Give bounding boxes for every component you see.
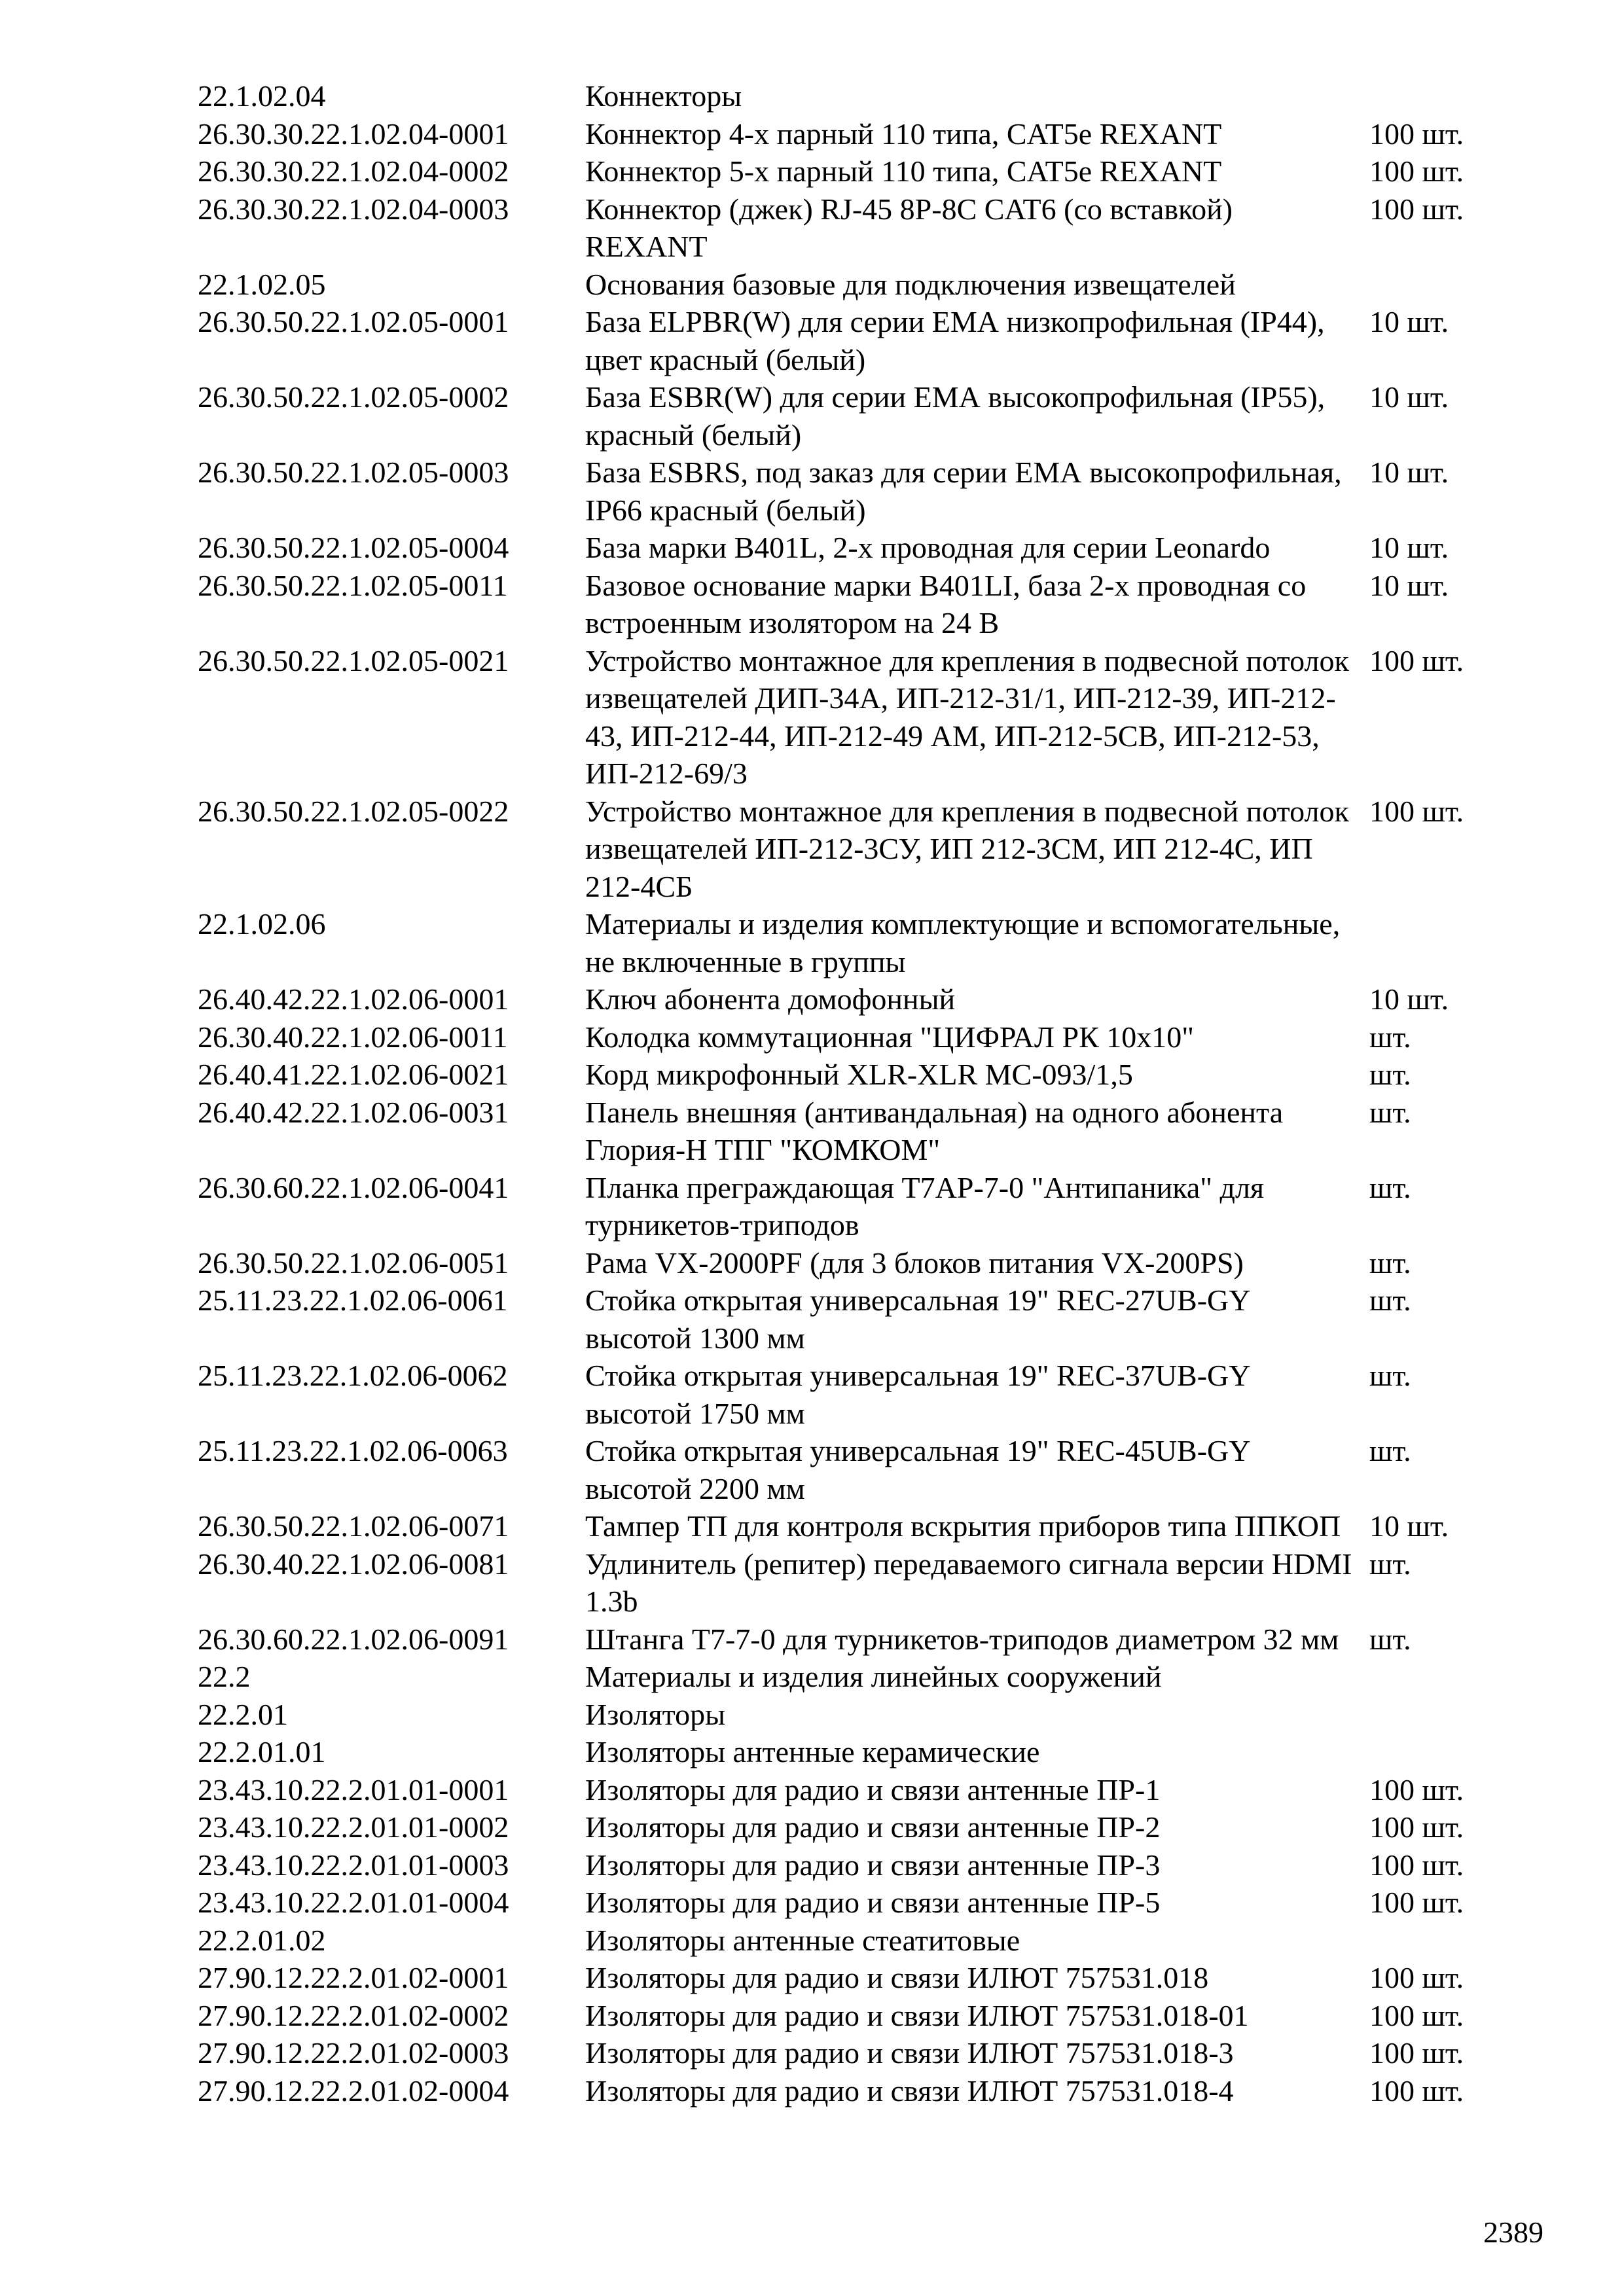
item-row [198, 1507, 1507, 1545]
item-row [198, 1094, 1507, 1169]
item-row [198, 642, 1507, 793]
page-number: 2389 [1483, 2215, 1543, 2249]
item-row [198, 1884, 1507, 1922]
item-unit: 100 шт. [1369, 154, 1464, 188]
item-row [198, 1621, 1507, 1659]
item-name: Изоляторы для радио и связи ИЛЮТ 757531.018-4 [585, 2073, 1234, 2108]
item-code: 22.2.01.02 [198, 1923, 326, 1957]
item-code: 26.30.50.22.1.02.06-0071 [198, 1509, 509, 1543]
item-code: 22.1.02.05 [198, 267, 326, 301]
item-code: 27.90.12.22.2.01.02-0003 [198, 2036, 509, 2070]
item-name: База марки B401L, 2-х проводная для серии Leonardo [585, 531, 1271, 564]
item-code: 27.90.12.22.2.01.02-0004 [198, 2073, 509, 2108]
item-unit: 10 шт. [1369, 305, 1449, 338]
item-unit: 10 шт. [1369, 531, 1449, 564]
item-row [198, 1244, 1507, 1282]
item-unit: шт. [1369, 1170, 1411, 1204]
item-code: 26.30.40.22.1.02.06-0081 [198, 1547, 509, 1581]
item-row [198, 190, 1507, 266]
item-code: 22.2.01 [198, 1697, 288, 1731]
item-name: Удлинитель (репитер) передаваемого сигнала версии HDMI 1.3b [585, 1547, 1352, 1618]
item-code: 26.40.41.22.1.02.06-0021 [198, 1058, 509, 1091]
item-row [198, 115, 1507, 153]
item-code: 26.30.50.22.1.02.05-0001 [198, 305, 509, 338]
item-unit: 100 шт. [1369, 643, 1464, 677]
item-name: Ключ абонента домофонный [585, 982, 956, 1016]
item-row [198, 378, 1507, 454]
item-unit: 100 шт. [1369, 2036, 1464, 2070]
group-heading-row [198, 1696, 1507, 1734]
item-row [198, 303, 1507, 378]
item-name: Стойка открытая универсальная 19" REC-27UB-GY высотой 1300 мм [585, 1283, 1250, 1355]
item-row [198, 1808, 1507, 1846]
item-name: Изоляторы для радио и связи антенные ПР-1 [585, 1772, 1161, 1806]
item-code: 23.43.10.22.2.01.01-0003 [198, 1848, 509, 1882]
item-name: База ESBRS, под заказ для серии ЕМА высокопрофильная, IP66 красный (белый) [585, 456, 1342, 527]
item-name: Изоляторы для радио и связи антенные ПР-2 [585, 1810, 1161, 1844]
item-unit: 10 шт. [1369, 380, 1449, 414]
item-name: Штанга Т7-7-0 для турникетов-триподов диаметром 32 мм [585, 1622, 1339, 1656]
item-row [198, 1771, 1507, 1809]
item-code: 27.90.12.22.2.01.02-0001 [198, 1961, 509, 1994]
item-name: Тампер ТП для контроля вскрытия приборов типа ППКОП [585, 1509, 1341, 1543]
item-name: База ESBR(W) для серии ЕМА высокопрофильная (IP55), красный (белый) [585, 380, 1326, 452]
group-heading-row [198, 905, 1507, 980]
item-name: Устройство монтажное для крепления в подвесной потолок извещателей ИП-212-3СУ, ИП 212-3СМ, ИП 212-4С, ИП 212-4СБ [585, 794, 1349, 903]
item-unit: шт. [1369, 1359, 1411, 1392]
item-row [198, 1959, 1507, 1997]
item-name: Базовое основание марки B401LI, база 2-х проводная со встроенным изолятором на 24 В [585, 568, 1307, 639]
item-unit: шт. [1369, 1246, 1411, 1280]
group-heading-row [198, 1658, 1507, 1696]
item-row [198, 1432, 1507, 1507]
item-unit: 100 шт. [1369, 192, 1464, 226]
item-code: 26.30.30.22.1.02.04-0002 [198, 154, 509, 188]
item-code: 23.43.10.22.2.01.01-0002 [198, 1810, 509, 1844]
item-name: Коннектор (джек) RJ-45 8P-8C CAT6 (со вставкой) REXANT [585, 192, 1233, 263]
item-code: 22.2.01.01 [198, 1735, 326, 1768]
item-name: Изоляторы для радио и связи ИЛЮТ 757531.018-3 [585, 2036, 1234, 2070]
item-row [198, 1545, 1507, 1621]
item-code: 26.30.50.22.1.02.05-0003 [198, 456, 509, 489]
item-code: 25.11.23.22.1.02.06-0063 [198, 1434, 508, 1467]
item-unit: 100 шт. [1369, 1810, 1464, 1844]
item-name: Коннектор 5-х парный 110 типа, CAT5e REXANT [585, 154, 1222, 188]
item-code: 23.43.10.22.2.01.01-0001 [198, 1772, 509, 1806]
item-code: 26.30.60.22.1.02.06-0091 [198, 1622, 509, 1656]
item-unit: шт. [1369, 1283, 1411, 1317]
item-unit: 100 шт. [1369, 794, 1464, 828]
item-code: 26.40.42.22.1.02.06-0031 [198, 1095, 509, 1129]
item-name: Изоляторы для радио и связи антенные ПР-3 [585, 1848, 1161, 1882]
price-list-table [198, 77, 1507, 2109]
item-code: 22.1.02.04 [198, 79, 326, 113]
item-name: Изоляторы для радио и связи ИЛЮТ 757531.018-01 [585, 1998, 1249, 2032]
item-unit: 100 шт. [1369, 1886, 1464, 1919]
item-unit: 10 шт. [1369, 1509, 1449, 1543]
item-unit: шт. [1369, 1095, 1411, 1129]
group-heading-row [198, 266, 1507, 304]
item-unit: 10 шт. [1369, 568, 1449, 602]
item-row [198, 1169, 1507, 1244]
item-name: Материалы и изделия комплектующие и вспомогательные, не включенные в группы [585, 907, 1341, 978]
item-code: 26.30.40.22.1.02.06-0011 [198, 1020, 508, 1054]
item-name: Колодка коммутационная "ЦИФРАЛ РК 10х10" [585, 1020, 1195, 1054]
item-code: 26.30.30.22.1.02.04-0003 [198, 192, 509, 226]
item-unit: шт. [1369, 1622, 1411, 1656]
item-code: 26.30.50.22.1.02.05-0004 [198, 531, 509, 564]
item-row [198, 1056, 1507, 1094]
item-name: Панель внешняя (антивандальная) на одного абонента Глория-Н ТПГ "КОМКОМ" [585, 1095, 1284, 1166]
item-code: 26.40.42.22.1.02.06-0001 [198, 982, 509, 1016]
group-heading-row [198, 1733, 1507, 1771]
item-code: 26.30.30.22.1.02.04-0001 [198, 117, 509, 151]
item-unit: 100 шт. [1369, 1772, 1464, 1806]
item-unit: шт. [1369, 1020, 1411, 1054]
item-row [198, 1846, 1507, 1884]
item-code: 25.11.23.22.1.02.06-0062 [198, 1359, 508, 1392]
item-name: Изоляторы антенные керамические [585, 1735, 1040, 1768]
item-code: 27.90.12.22.2.01.02-0002 [198, 1998, 509, 2032]
item-code: 26.30.50.22.1.02.05-0011 [198, 568, 508, 602]
item-name: Коннекторы [585, 79, 742, 113]
item-row [198, 1357, 1507, 1432]
item-name: Стойка открытая универсальная 19" REC-45UB-GY высотой 2200 мм [585, 1434, 1250, 1505]
item-code: 26.30.50.22.1.02.06-0051 [198, 1246, 509, 1280]
group-heading-row [198, 77, 1507, 115]
item-unit: 100 шт. [1369, 1961, 1464, 1994]
item-row [198, 1997, 1507, 2035]
item-name: Изоляторы для радио и связи ИЛЮТ 757531.018 [585, 1961, 1209, 1994]
item-row [198, 793, 1507, 906]
item-name: Корд микрофонный XLR-XLR MC-093/1,5 [585, 1058, 1133, 1091]
item-name: Устройство монтажное для крепления в подвесной потолок извещателей ДИП-34А, ИП-212-31/1, ИП-212-39, ИП-212-43, ИП-212-44, ИП-212-49 АМ, ИП-212-5СВ, ИП-212-53, ИП-212-69/3 [585, 643, 1349, 790]
item-code: 26.30.60.22.1.02.06-0041 [198, 1170, 509, 1204]
item-unit: 100 шт. [1369, 1848, 1464, 1882]
item-name: Материалы и изделия линейных сооружений [585, 1660, 1162, 1693]
item-row [198, 1018, 1507, 1056]
item-name: Коннектор 4-х парный 110 типа, CAT5e REXANT [585, 117, 1222, 151]
item-name: Изоляторы [585, 1697, 726, 1731]
item-name: Планка преграждающая Т7АР-7-0 "Антипаника" для турникетов-триподов [585, 1170, 1265, 1242]
item-name: Стойка открытая универсальная 19" REC-37UB-GY высотой 1750 мм [585, 1359, 1250, 1430]
item-code: 22.2 [198, 1660, 251, 1693]
item-unit: шт. [1369, 1434, 1411, 1467]
item-row [198, 2072, 1507, 2110]
item-row [198, 2034, 1507, 2072]
item-unit: 100 шт. [1369, 117, 1464, 151]
item-code: 26.30.50.22.1.02.05-0022 [198, 794, 509, 828]
item-unit: 100 шт. [1369, 1998, 1464, 2032]
item-unit: 100 шт. [1369, 2073, 1464, 2108]
item-code: 25.11.23.22.1.02.06-0061 [198, 1283, 508, 1317]
item-unit: шт. [1369, 1547, 1411, 1581]
item-row [198, 529, 1507, 567]
item-code: 22.1.02.06 [198, 907, 326, 941]
item-name: База ELPBR(W) для серии ЕМА низкопрофильная (IP44), цвет красный (белый) [585, 305, 1325, 376]
item-name: Рама VX-2000PF (для 3 блоков питания VX-200PS) [585, 1246, 1244, 1280]
item-code: 23.43.10.22.2.01.01-0004 [198, 1886, 509, 1919]
item-code: 26.30.50.22.1.02.05-0021 [198, 643, 509, 677]
item-name: Основания базовые для подключения извещателей [585, 267, 1236, 301]
item-row [198, 152, 1507, 190]
group-heading-row [198, 1922, 1507, 1960]
item-name: Изоляторы антенные стеатитовые [585, 1923, 1020, 1957]
item-row [198, 567, 1507, 642]
item-row [198, 980, 1507, 1018]
item-code: 26.30.50.22.1.02.05-0002 [198, 380, 509, 414]
item-name: Изоляторы для радио и связи антенные ПР-5 [585, 1886, 1161, 1919]
item-unit: 10 шт. [1369, 982, 1449, 1016]
item-unit: шт. [1369, 1058, 1411, 1091]
item-row [198, 1282, 1507, 1357]
item-row [198, 454, 1507, 529]
item-unit: 10 шт. [1369, 456, 1449, 489]
